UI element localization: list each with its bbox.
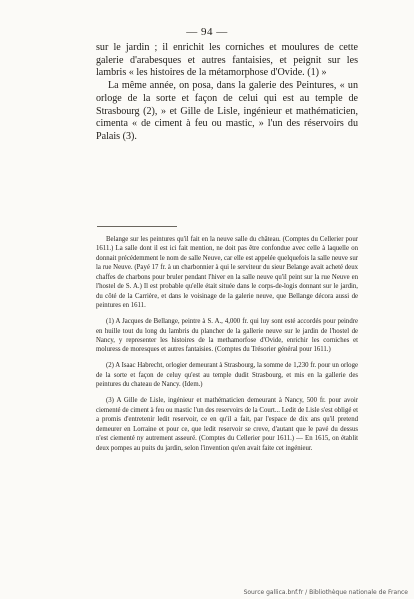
footnote-1: (1) A Jacques de Bellange, peintre à S. A., 4,000 fr. qui luy sont esté accordés pour peindre en huille tout du long du lambris du plancher de la gallerie neuve sur le jardin de l'hostel de Nancy, y representer les histoires de la methamorfose d'Ovide, enrichir les corniches et moluress de moresques et autres fantaisies. (Comptes du Trésorier général pour 1611.)	[96, 318, 358, 354]
footnote-divider	[97, 226, 177, 227]
footnote-belange: Belange sur les peintures qu'il fait en la neuve salle du château. (Comptes du Cellerier pour 1611.) La salle dont il est ici fait mention, ne doit pas être confondue avec celle à laquelle on donnait précédemment le nom de salle Neuve, car elle est appelée quelquefois la salle neuve sur la rue Neuve. (Payé 17 fr. à un charbonnier à qui le serviteur du sieur Belange avait acheté deux chaffes de charbons pour bruler pendant l'hiver en la salle neuve qu'il peint sur la rue Neuve en l'hostel de S. A.) Il est probable qu'elle était située dans le corps-de-logis donnant sur le jardin, du côté de la Carrière, et dans le voisinage de la galerie neuve, que Bellange décora aussi de peintures en 1611.	[96, 236, 358, 310]
footnote-3: (3) A Gille de Lisle, ingénieur et mathématicien demeurant à Nancy, 500 fr. pour avoir ciementé de ciment à feu ou mastic l'un des reservoirs de la Court... Ledit de Lisle s'est obligé et a promis d'entretenir ledit reservoir, ce en qu'il a fait, par l'espace de dix ans qu'il pretend demeurer en Lorraine et pour ce, que ledit reservoir se creve, d'autant que le pavé du dessus n'est ciementé ny autrement asseuré. (Comptes du Cellerier pour 1611.) — En 1615, on établit deux pompes au puits du jardin, selon l'invention qu'en avait faite cet ingénieur.	[96, 397, 358, 452]
main-text	[96, 42, 358, 144]
footnotes	[96, 235, 358, 460]
main-paragraph-2: La même année, on posa, dans la galerie des Peintures, « un orloge de la sorte et façon de celui qui est au temple de Strasbourg (2), » et Gille de Lisle, ingénieur et mathématicien, cimenta « de ciment à feu ou mastic, » l'un des réservoirs du Palais (3).	[96, 80, 358, 142]
source-credit: Source gallica.bnf.fr / Bibliothèque nationale de France	[243, 589, 408, 596]
page-number: — 94 —	[186, 26, 228, 38]
footnote-2: (2) A Isaac Habrecht, orlogier demeurant à Strasbourg, la somme de 1,230 fr. pour un orloge de la sorte et façon de celuy qu'est au temple dudit Strasbourg, et mis en la gallerie des peintures du chateau de Nancy. (Idem.)	[96, 362, 358, 389]
main-paragraph-1: sur le jardin ; il enrichit les corniches et moulures de cette galerie d'arabesques et autres fantaisies, et peignit sur les lambris « les histoires de la métamorphose d'Ovide. (1) »	[96, 42, 358, 79]
